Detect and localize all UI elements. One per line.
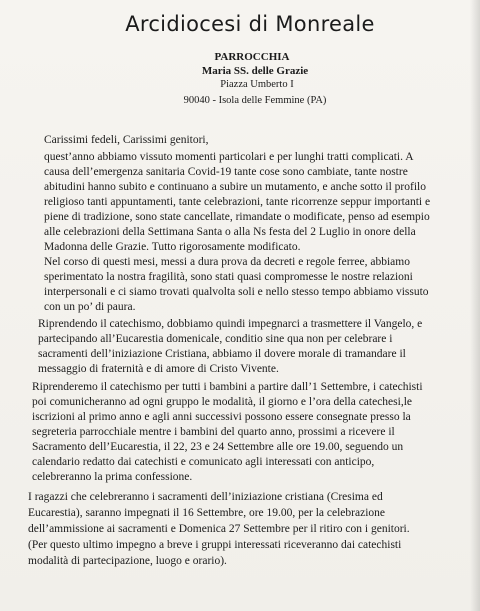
body-line: causa dell’emergenza sanitaria Covid-19 tante cose sono cambiate, tante nostre xyxy=(44,166,408,178)
body-line: segreteria parrocchiale mentre i bambini del quarto anno, prossimi a ricevere il xyxy=(32,426,395,438)
body-line: I ragazzi che celebreranno i sacramenti dell’iniziazione cristiana (Cresima ed xyxy=(28,491,383,503)
body-line: Madonna delle Grazie. Tutto rigorosamente modificato. xyxy=(44,241,301,253)
body-line: Eucarestia), saranno impegnati il 16 Settembre, ore 19.00, per la celebrazione xyxy=(28,507,385,519)
body-line: alle celebrazioni della Settimana Santa o alla Ns festa del 2 Luglio in onore della xyxy=(44,226,416,238)
body-line: interpersonali e ci siamo trovati qualvolta soli e nello stesso tempo abbiamo vissuto xyxy=(44,286,429,298)
body-line: poi comunicheranno ad ogni gruppo le modalità, il giorno e l’ora della catechesi,le xyxy=(32,396,413,408)
body-line: sperimentato la nostra fragilità, sono stati quasi compromesse le nostre relazioni xyxy=(44,271,413,283)
parish-address: Piazza Umberto I xyxy=(220,79,294,90)
body-line: Riprenderemo il catechismo per tutti i bambini a partire dall’1 Settembre, i catechisti xyxy=(32,381,423,393)
body-line: Sacramento dell’Eucarestia, il 22, 23 e 24 Settembre alle ore 19.00, seguendo un xyxy=(32,441,404,453)
body-line: piene di tradizione, sono state cancellate, rimandate o modificate, penso ad esempio xyxy=(44,211,430,223)
body-line: partecipando all’Eucarestia domenicale, conditio sine qua non per celebrare i xyxy=(38,333,393,345)
body-line: Riprendendo il catechismo, dobbiamo quindi impegnarci a trasmettere il Vangelo, e xyxy=(38,318,423,330)
body-line: iscrizioni al primo anno e agli anni successivi possono essere consegnate presso la xyxy=(32,411,411,423)
body-line: Nel corso di questi mesi, messi a dura prova da decreti e regole ferree, abbiamo xyxy=(44,256,410,268)
letterhead xyxy=(0,12,480,108)
diocese-title: Arcidiocesi di Monreale xyxy=(125,12,375,36)
body-line: con un po’ di paura. xyxy=(44,301,136,313)
body-line: quest’anno abbiamo vissuto momenti particolari e per lunghi tratti complicati. A xyxy=(44,151,414,163)
parish-name: Maria SS. delle Grazie xyxy=(201,65,309,77)
body-line: abitudini hanno subito e continuano a subire un mutamento, e anche sotto il profilo xyxy=(44,181,426,193)
body-line: calendario redatto dai catechisti e comunicato agli interessati con anticipo, xyxy=(32,456,375,468)
greeting: Carissimi fedeli, Carissimi genitori, xyxy=(44,134,209,146)
parish-label: PARROCCHIA xyxy=(214,51,290,63)
body-line: celebreranno la prima confessione. xyxy=(32,471,193,483)
body-line: modalità di partecipazione, luogo e orario). xyxy=(28,555,227,567)
body-line: (Per questo ultimo impegno a breve i gruppi interessati riceveranno dai catechisti xyxy=(28,539,402,551)
parish-city: 90040 - Isola delle Femmine (PA) xyxy=(183,95,327,106)
body-line: religioso tanti appuntamenti, tante celebrazioni, tante ricorrenze seppur importanti e xyxy=(44,196,431,208)
body-line: messaggio di fraternità e di amore di Cristo Vivente. xyxy=(38,363,279,375)
body-line: sacramenti dell’iniziazione Cristiana, abbiamo il dovere morale di tramandare il xyxy=(38,348,406,360)
body-line: dell’ammissione ai sacramenti e Domenica 27 Settembre per il ritiro con i genitori. xyxy=(28,523,410,535)
